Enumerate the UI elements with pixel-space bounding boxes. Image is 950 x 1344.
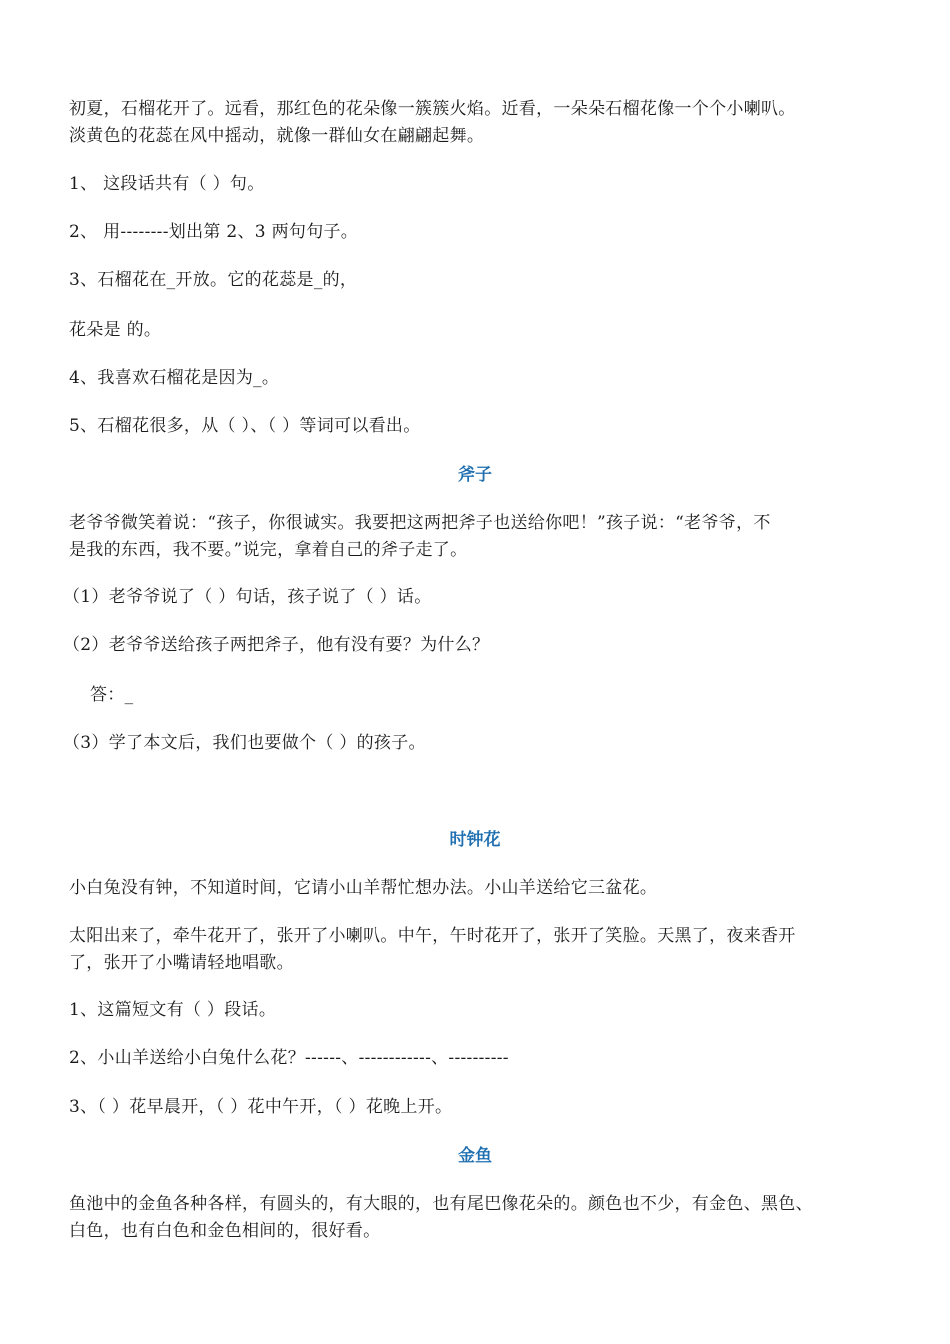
paragraph-line: 白色，也有白色和金色相间的，很好看。 [69, 1221, 381, 1241]
paragraph-line: 淡黄色的花蕊在风中摇动，就像一群仙女在翩翩起舞。 [69, 126, 485, 146]
section-title: 金鱼 [458, 1146, 492, 1166]
answer-line: 答：_ [90, 685, 134, 705]
question-line: （1）老爷爷说了（ ）句话，孩子说了（ ）话。 [63, 587, 432, 607]
question-line: 1、 这段话共有（ ）句。 [69, 174, 265, 194]
question-line: 2、小山羊送给小白兔什么花？------、------------、---------- [69, 1048, 509, 1068]
section-title: 斧子 [458, 465, 492, 485]
question-line: 4、我喜欢石榴花是因为_。 [69, 368, 280, 388]
paragraph-line: 老爷爷微笑着说：“孩子，你很诚实。我要把这两把斧子也送给你吧！”孩子说：“老爷爷，不 [69, 513, 771, 533]
paragraph-line: 了，张开了小嘴请轻地唱歌。 [69, 953, 294, 973]
question-line: 1、这篇短文有（ ）段话。 [69, 1000, 277, 1020]
paragraph-line: 是我的东西，我不要。”说完，拿着自己的斧子走了。 [69, 540, 468, 560]
question-line: 3、（ ）花早晨开，（ ）花中午开，（ ）花晚上开。 [69, 1097, 453, 1117]
paragraph-line: 鱼池中的金鱼各种各样，有圆头的，有大眼的，也有尾巴像花朵的。颜色也不少，有金色、黑色、 [69, 1194, 813, 1214]
question-line: 3、石榴花在_开放。它的花蕊是_的， [69, 270, 358, 290]
paragraph-line: 初夏，石榴花开了。远看，那红色的花朵像一簇簇火焰。近看，一朵朵石榴花像一个个小喇叭。 [69, 99, 796, 119]
question-line: 2、 用--------划出第 2、3 两句句子。 [69, 222, 359, 242]
section-title: 时钟花 [449, 830, 501, 850]
paragraph-line: 小白兔没有钟，不知道时间，它请小山羊帮忙想办法。小山羊送给它三盆花。 [69, 878, 658, 898]
question-line: （3）学了本文后，我们也要做个（ ）的孩子。 [63, 733, 426, 753]
question-line: 5、石榴花很多，从（ ）、（ ）等词可以看出。 [69, 416, 421, 436]
question-line: 花朵是 的。 [69, 320, 162, 340]
question-line: （2）老爷爷送给孩子两把斧子，他有没有要？为什么？ [63, 635, 490, 655]
paragraph-line: 太阳出来了，牵牛花开了，张开了小喇叭。中午，午时花开了，张开了笑脸。天黑了，夜来香开 [69, 926, 796, 946]
